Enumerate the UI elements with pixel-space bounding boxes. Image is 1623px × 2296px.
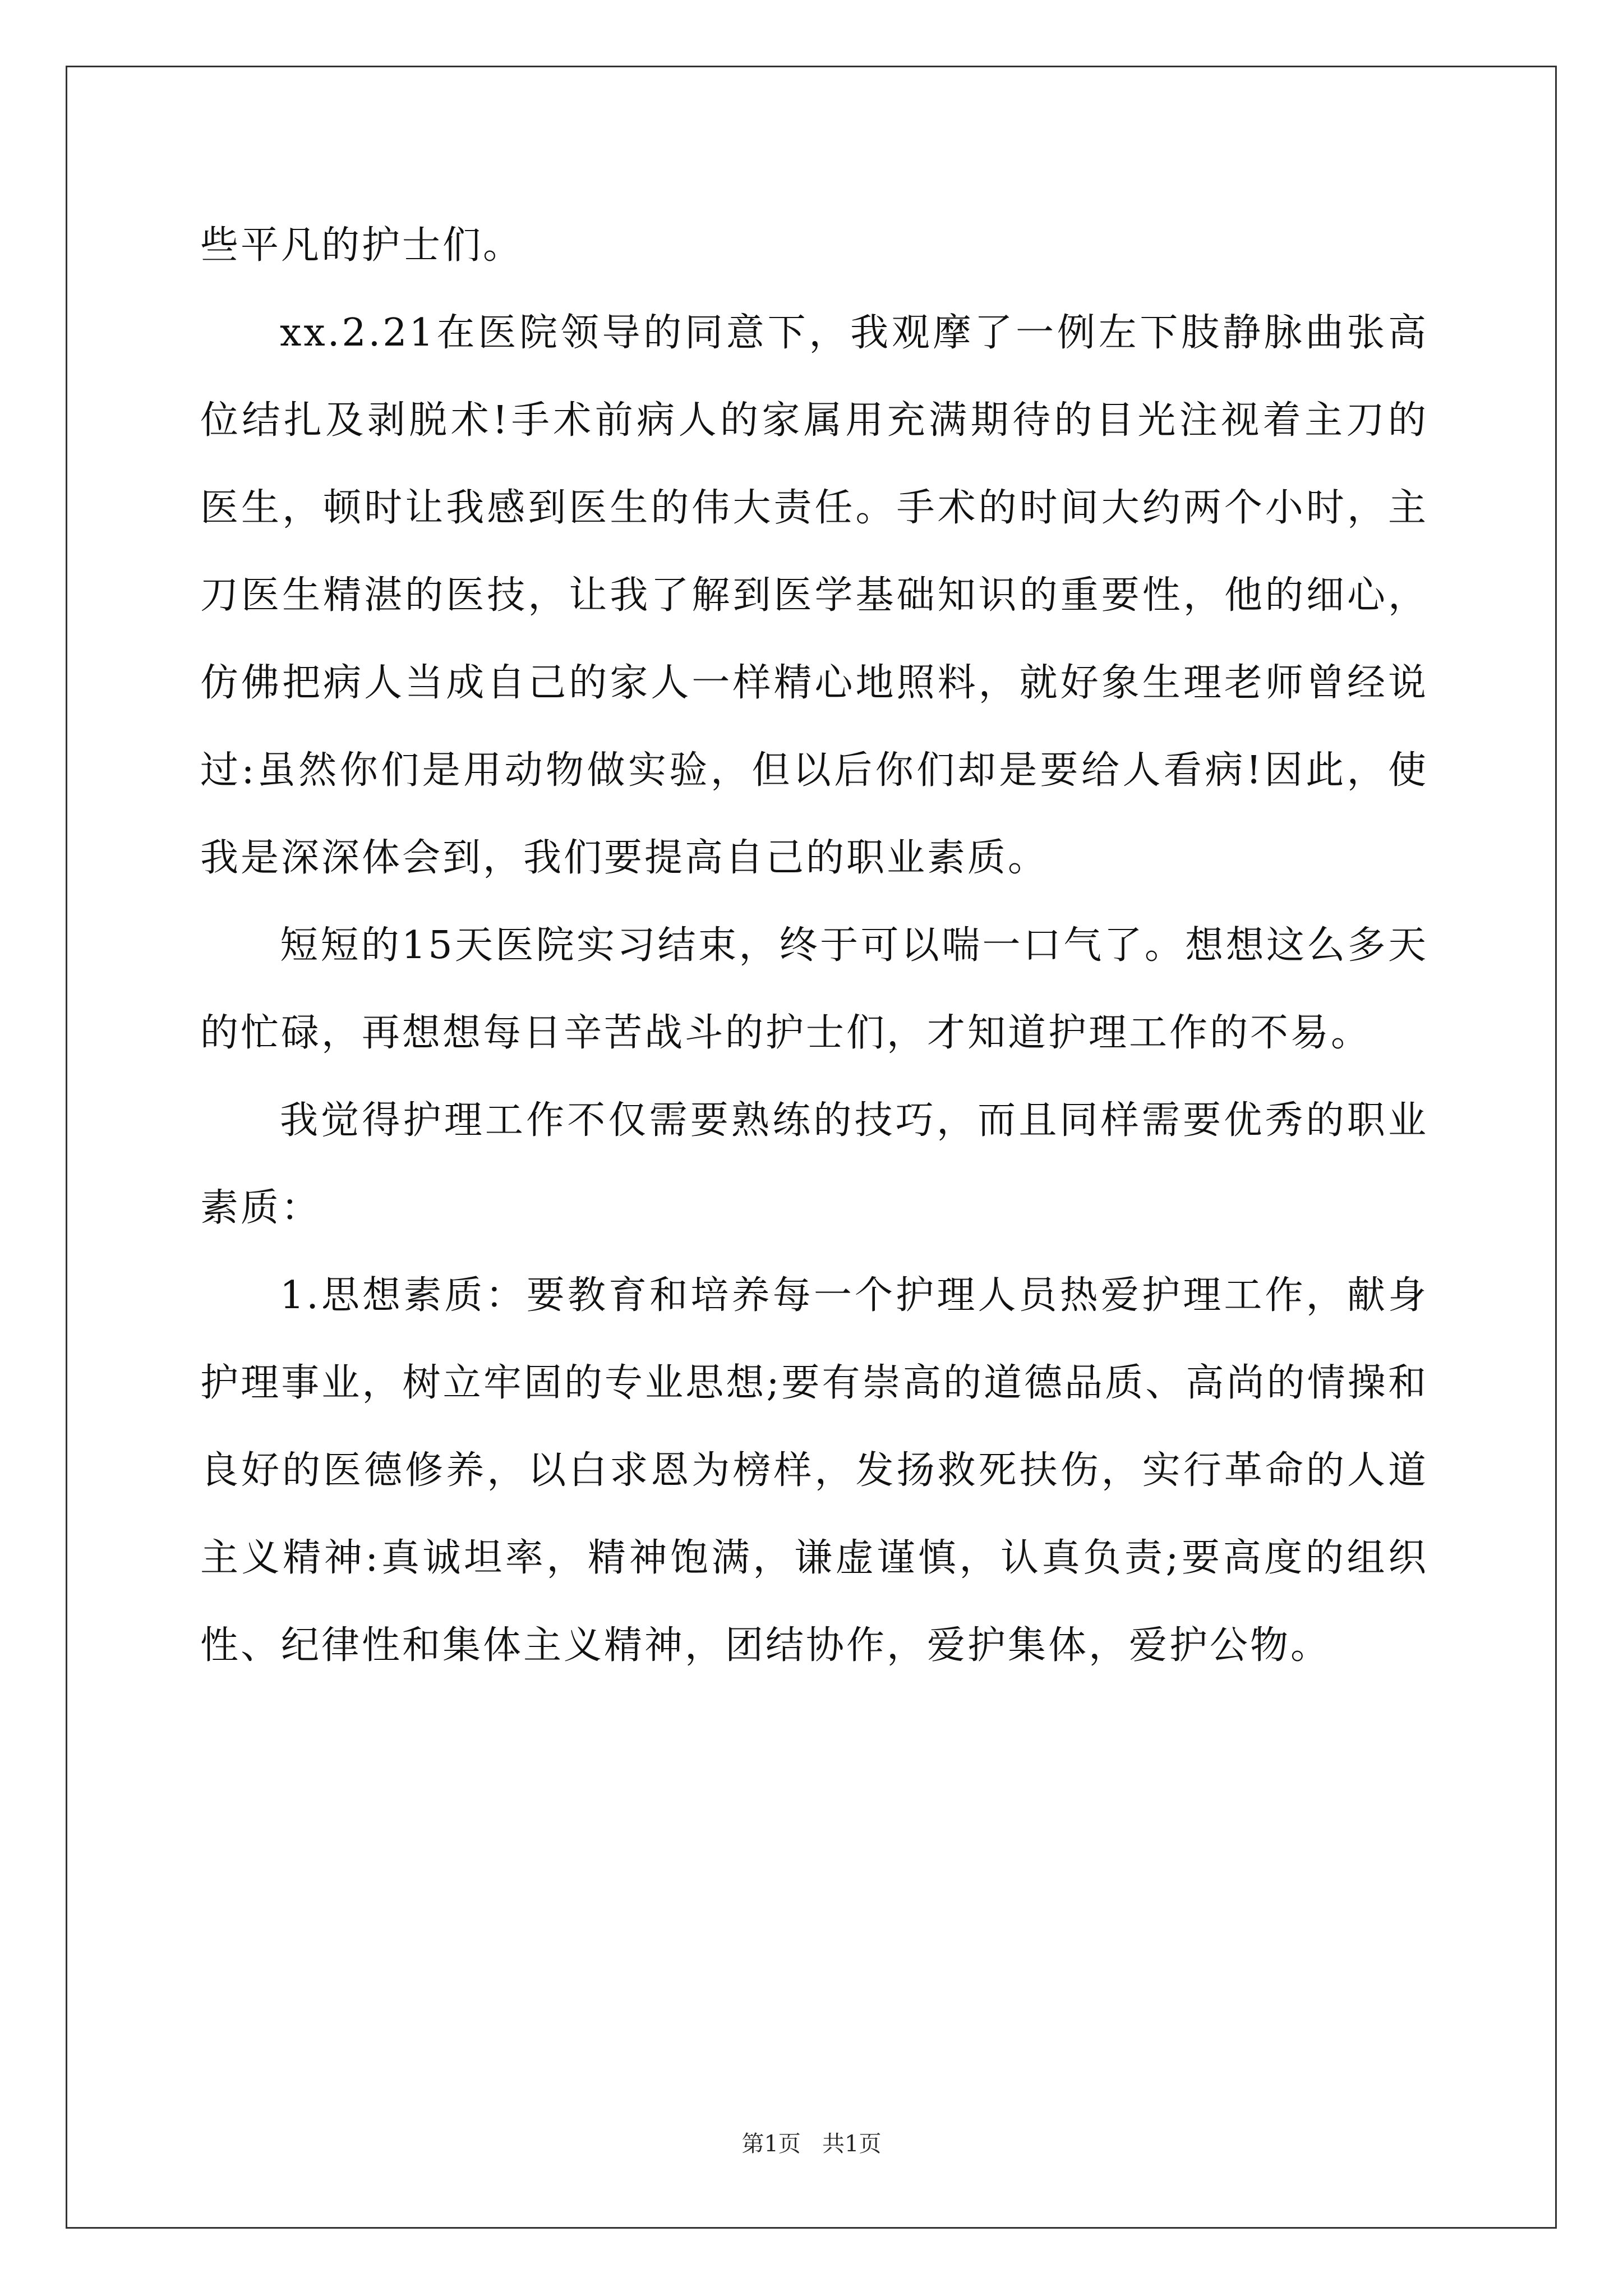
paragraph-2: xx.2.21在医院领导的同意下，我观摩了一例左下肢静脉曲张高位结扎及剥脱术!手术前病人的家属用充满期待的目光注视着主刀的医生，顿时让我感到医生的伟大责任。手术的时间大约两个小时，主刀医生精湛的医技，让我了解到医学基础知识的重要性，他的细心，仿佛把病人当成自己的家人一样精心地照料，就好象生理老师曾经说过:虽然你们是用动物做实验，但以后你们却是要给人看病!因此，使我是深深体会到，我们要提高自己的职业素质。 [200,311,1428,880]
page-footer: 第1页 共1页 [741,2131,882,2157]
paragraph-5: 1.思想素质：要教育和培养每一个护理人员热爱护理工作，献身护理事业，树立牢固的专业思想;要有崇高的道德品质、高尚的情操和良好的医德修养，以白求恩为榜样，发扬救死扶伤，实行革命的人道主义精神:真诚坦率，精神饱满，谦虚谨慎，认真负责;要高度的组织性、纪律性和集体主义精神，团结协作，爱护集体，爱护公物。 [200,1273,1428,1668]
paragraph-1: 些平凡的护士们。 [200,223,524,268]
paragraph-3: 短短的15天医院实习结束，终于可以喘一口气了。想想这么多天的忙碌，再想想每日辛苦战斗的护士们，才知道护理工作的不易。 [200,923,1428,1055]
document-body [200,202,1428,1690]
paragraph-4: 我觉得护理工作不仅需要熟练的技巧，而且同样需要优秀的职业素质： [200,1098,1428,1230]
